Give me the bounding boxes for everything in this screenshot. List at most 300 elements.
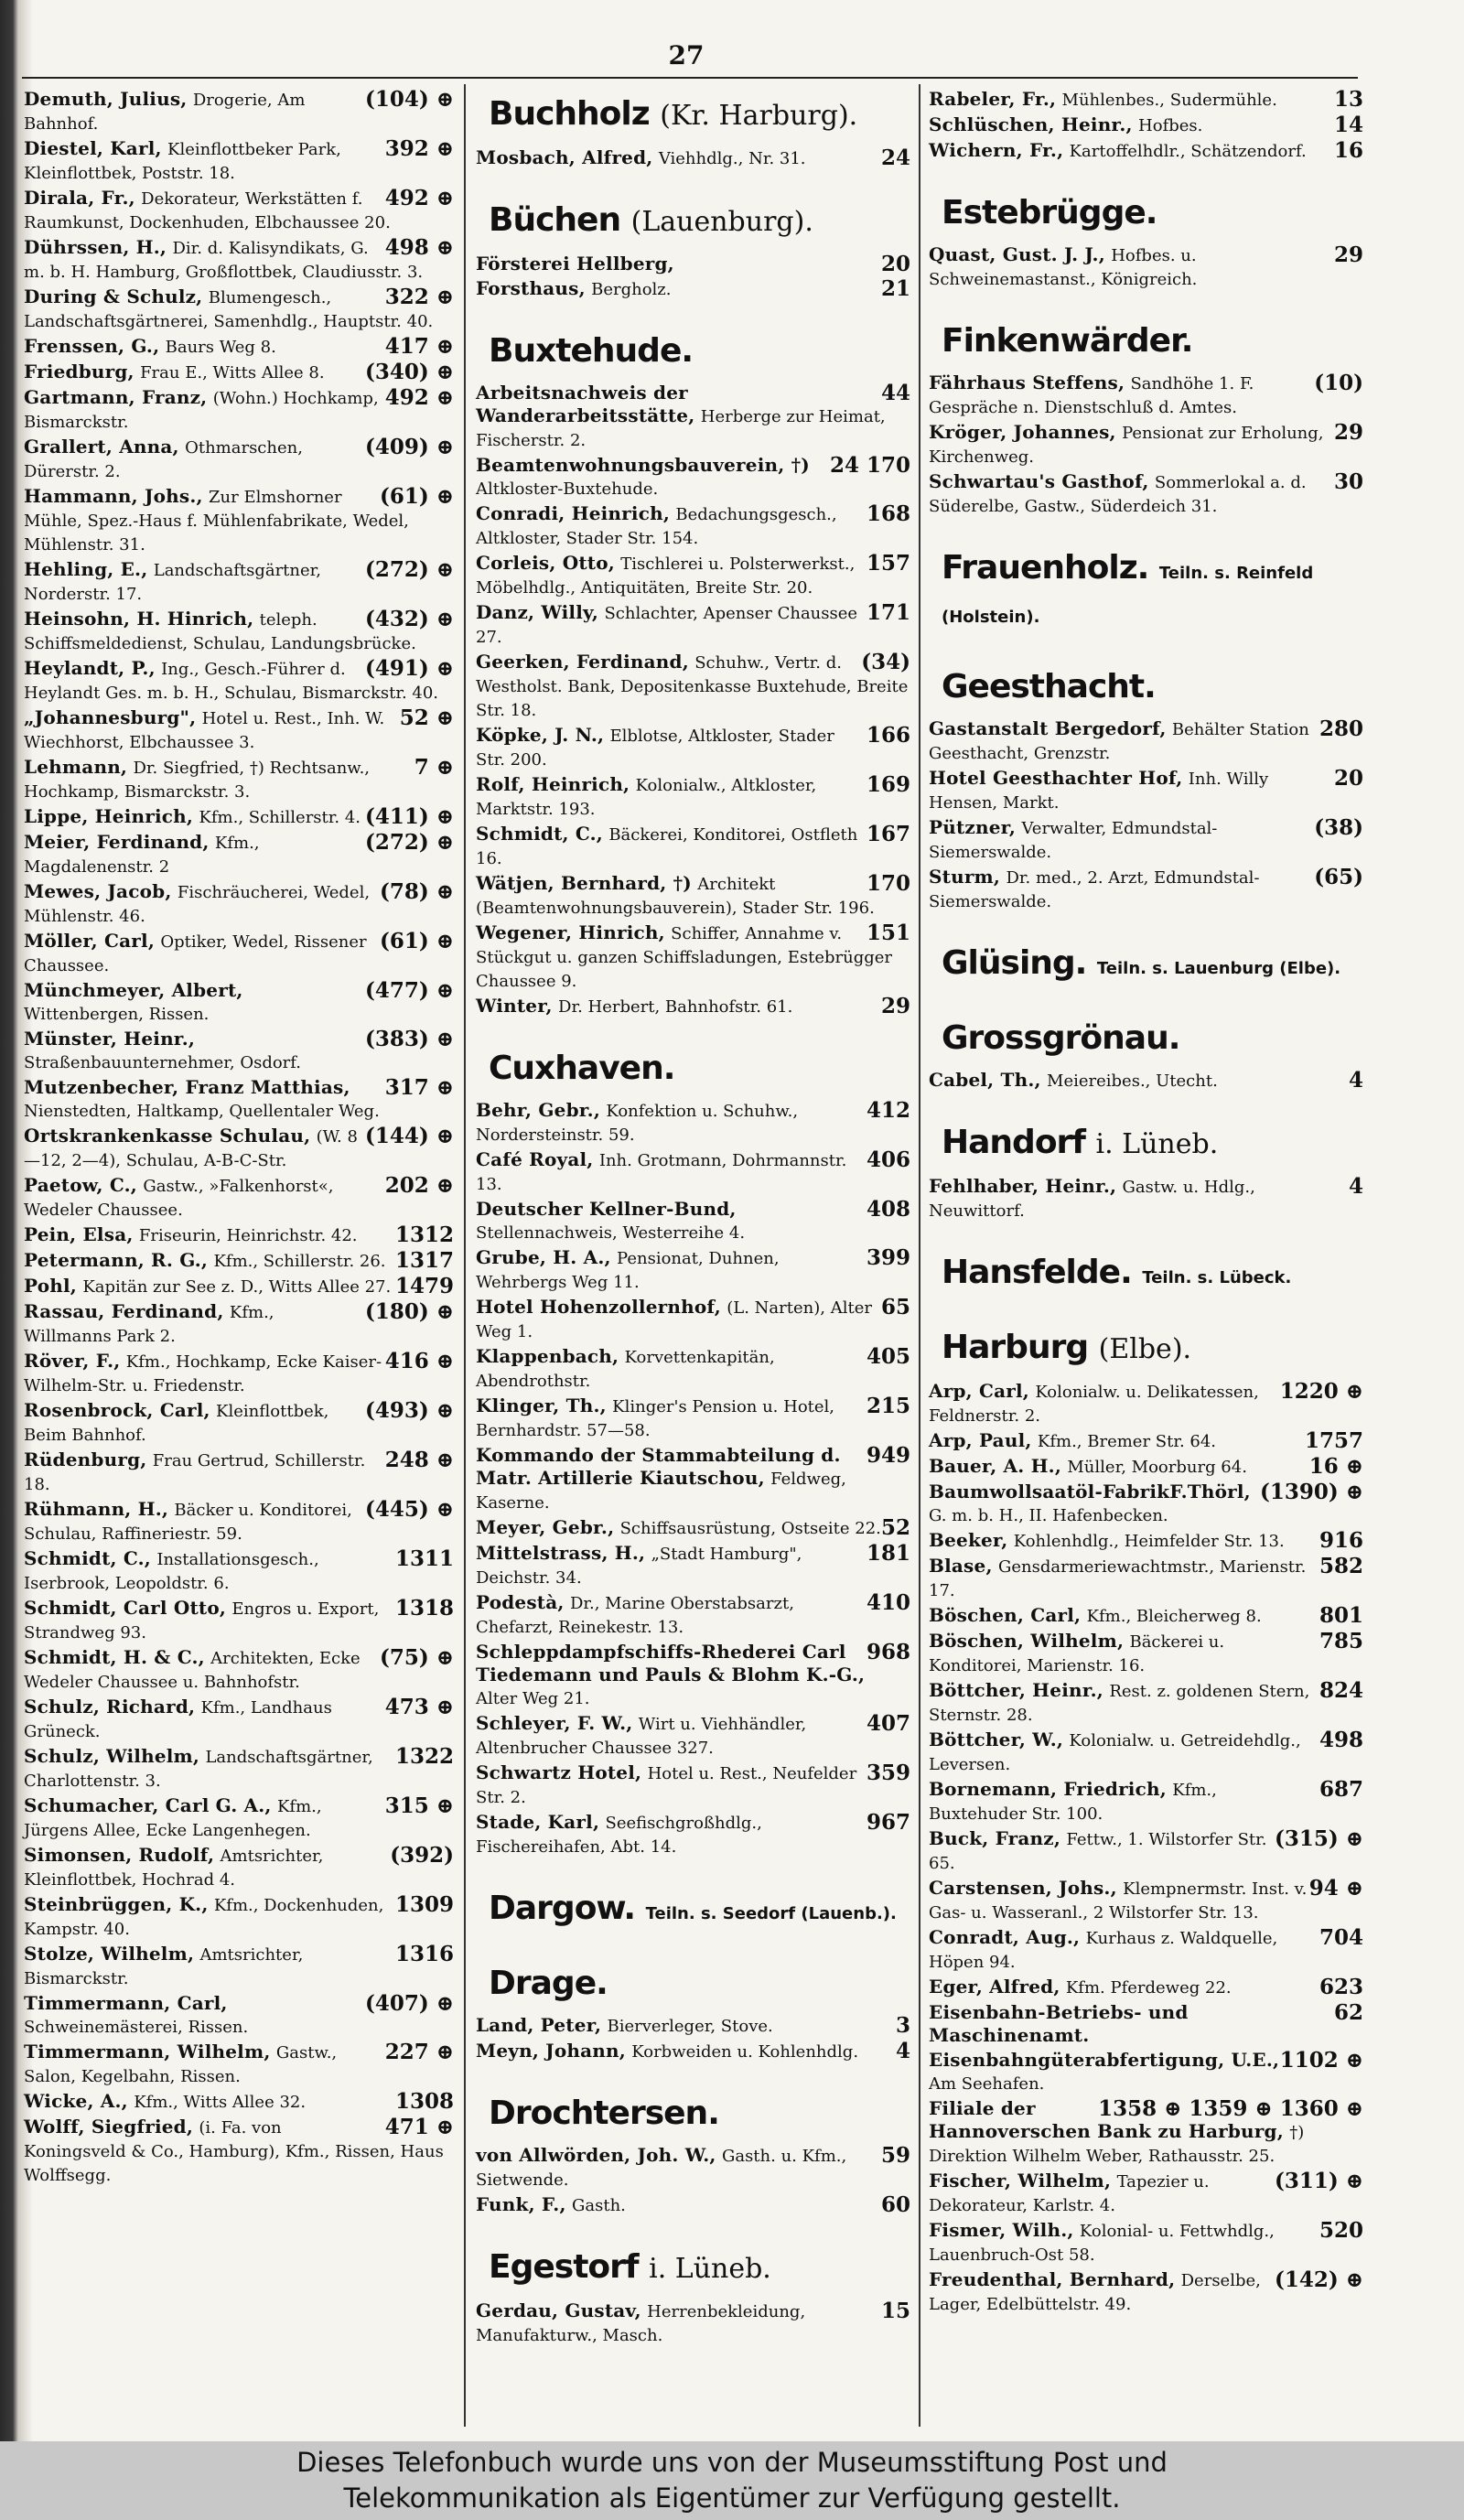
listing-details: Müller, Moorburg 64. [1067, 1458, 1247, 1477]
listing-details: Klinger's Pension u. Hotel, Bernhardstr. 57—58. [476, 1397, 835, 1440]
listing-name: Meyer, Gebr., [476, 1516, 615, 1538]
phone-number: (493) ⊕ [364, 1398, 454, 1423]
listing-name: Rassau, Ferdinand, [24, 1300, 224, 1322]
listing-entry [24, 1275, 454, 1298]
town-name: Frauenholz. [942, 549, 1149, 587]
listing-entry [24, 187, 454, 234]
town-name: Cuxhaven. [489, 1050, 675, 1087]
listing-entry [24, 1844, 454, 1891]
town-name: Handorf [942, 1124, 1085, 1161]
listing-details: Hofbes. [1138, 116, 1203, 135]
listing-details: Friseurin, Heinrichstr. 42. [138, 1226, 358, 1245]
listing-name: Geerken, Ferdinand, [476, 651, 689, 673]
listing-details: Gasth. u. Kfm., Sietwende. [476, 2147, 847, 2190]
listing-name: Timmermann, Carl, [24, 1992, 228, 2014]
town-name: Glüsing. [942, 944, 1087, 982]
listing-name: Cabel, Th., [929, 1069, 1041, 1091]
listing-details: Engros u. Export, Strandweg 93. [24, 1599, 380, 1642]
listing-name: Grallert, Anna, [24, 436, 179, 458]
listing-entry [929, 1728, 1363, 1776]
listing-details: Kfm. Pferdeweg 22. [1065, 1978, 1232, 1998]
town-name: Buxtehude. [489, 332, 694, 370]
listing-details: Kfm., Witts Allee 32. [134, 2093, 307, 2112]
phone-number: (142) ⊕ [1274, 2267, 1363, 2292]
listing-name: Münchmeyer, Albert, [24, 979, 243, 1001]
listing-name: Kommando der Stammabteilung d. Matr. Artillerie Kiautschou, [476, 1444, 841, 1489]
listing-details: Kfm., Bremer Str. 64. [1037, 1432, 1217, 1451]
listing-entry [24, 657, 454, 705]
listing-entry [476, 2144, 910, 2192]
listing-details: Architekt (Beamtenwohnungsbauverein), Stader Str. 196. [476, 875, 875, 918]
listing-entry [24, 1028, 454, 1074]
listing-entry [24, 1300, 454, 1348]
phone-number: 248 ⊕ [384, 1448, 454, 1472]
listing-entry [929, 1175, 1363, 1222]
listing-entry [476, 823, 910, 870]
listing-entry [476, 2193, 910, 2217]
phone-number: 405 [866, 1344, 910, 1369]
listing-entry [24, 1249, 454, 1273]
listing-name: Arp, Paul, [929, 1429, 1032, 1451]
phone-number: 801 [1319, 1603, 1363, 1628]
listing-name: Schleppdampfschiffs-Rhederei Carl Tiedemann und Pauls & Blohm K.-G., [476, 1641, 866, 1685]
phone-number: 916 [1319, 1528, 1363, 1553]
town-name: Estebrügge. [942, 194, 1157, 232]
listing-name: Dührssen, H., [24, 236, 167, 258]
phone-number: 227 ⊕ [384, 2040, 454, 2064]
town-heading [489, 2095, 910, 2133]
listing-entry [476, 146, 910, 170]
town-region: (Kr. Harburg). [660, 100, 858, 132]
listing-entry [929, 2049, 1363, 2095]
phone-number: 4 [1348, 1068, 1363, 1093]
listing-details: Elblotse, Altkloster, Stader Str. 200. [476, 727, 834, 770]
listing-entry [24, 137, 454, 185]
listing-details: Kfm., Dockenhuden, Kampstr. 40. [24, 1896, 384, 1939]
phone-number: 15 [880, 2299, 910, 2323]
phone-number: (392) [390, 1843, 454, 1868]
listing-name: Hammann, Johs., [24, 485, 203, 507]
town-heading [489, 1965, 910, 2003]
listing-entry [24, 706, 454, 754]
phone-number: (383) ⊕ [364, 1027, 454, 1051]
listing-entry [929, 2268, 1363, 2316]
town-heading [942, 549, 1363, 637]
phone-number: 65 [880, 1295, 910, 1319]
listing-entry [476, 253, 910, 275]
listing-name: Deutscher Kellner-Bund, [476, 1198, 737, 1220]
listing-details: Baurs Weg 8. [165, 338, 276, 357]
phone-number: (340) ⊕ [364, 360, 454, 384]
listing-details: Kolonialw. u. Getreidehdlg., Leversen. [929, 1731, 1301, 1774]
phone-number: 704 [1319, 1925, 1363, 1950]
town-heading [942, 1254, 1363, 1298]
town-name: Harburg [942, 1329, 1089, 1366]
phone-number: 408 [866, 1197, 910, 1222]
phone-number: 416 ⊕ [384, 1349, 454, 1373]
listing-name: Sturm, [929, 866, 1001, 888]
listing-name: Heinsohn, H. Hinrich, [24, 608, 254, 630]
listing-name: Beamtenwohnungsbauverein, †) [476, 454, 810, 476]
phone-number: 20 [1333, 766, 1363, 791]
listing-details: Seefischgroßhdlg., Fischereihafen, Abt. 14. [476, 1814, 762, 1857]
phone-number: 399 [866, 1245, 910, 1270]
listing-entry [929, 243, 1363, 291]
listing-entry [24, 1943, 454, 1990]
listing-name: Simonsen, Rudolf, [24, 1844, 215, 1866]
listing-details: Kolonialw., Altkloster, Marktstr. 193. [476, 776, 817, 819]
phone-number: (38) [1314, 815, 1363, 840]
phone-number: 1322 [394, 1744, 454, 1769]
listing-name: Försterei Hellberg, [476, 253, 674, 275]
listing-name: Rabeler, Fr., [929, 88, 1057, 110]
phone-number: 1358 ⊕ 1359 ⊕ 1360 ⊕ [1098, 2096, 1363, 2121]
column-divider [464, 84, 466, 2427]
listing-entry [24, 2090, 454, 2114]
listing-entry [24, 930, 454, 977]
listing-name: Fismer, Wilh., [929, 2219, 1074, 2241]
listing-entry [929, 816, 1363, 864]
phone-number: (144) ⊕ [364, 1124, 454, 1148]
phone-number: (104) ⊕ [364, 87, 454, 112]
listing-entry [476, 277, 910, 301]
listing-entry [929, 1679, 1363, 1727]
listing-name: Mosbach, Alfred, [476, 146, 653, 168]
listing-entry [929, 1481, 1363, 1527]
column-3 [929, 88, 1363, 2318]
town-heading [942, 668, 1363, 706]
listing-entry [476, 1811, 910, 1858]
listing-entry [24, 88, 454, 135]
listing-entry [24, 236, 454, 284]
listing-name: Fährhaus Steffens, [929, 372, 1125, 393]
phone-number: 52 [880, 1515, 910, 1540]
listing-details: Kfm., Magdalenenstr. 2 [24, 834, 260, 877]
listing-details: Nienstedten, Haltkamp, Quellentaler Weg. [24, 1102, 380, 1121]
listing-entry [476, 601, 910, 649]
phone-number: 1308 [394, 2089, 454, 2114]
phone-number: 16 [1333, 138, 1363, 163]
phone-number: 44 [880, 381, 910, 405]
phone-number: 473 ⊕ [384, 1695, 454, 1719]
town-heading [942, 1124, 1363, 1164]
listing-details: Gensdarmeriewachtmstr., Marienstr. 17. [929, 1557, 1307, 1600]
listing-entry [24, 1076, 454, 1123]
listing-name: Carstensen, Johs., [929, 1877, 1117, 1899]
listing-entry [476, 454, 910, 501]
phone-number: (477) ⊕ [364, 978, 454, 1003]
listing-name: Böttcher, W., [929, 1728, 1064, 1750]
listing-entry [24, 608, 454, 655]
listing-details: Gasth. [572, 2196, 626, 2215]
phone-number: 785 [1319, 1629, 1363, 1653]
listing-details: Pensionat, Duhnen, Wehrbergs Weg 11. [476, 1249, 780, 1292]
listing-entry [24, 1174, 454, 1222]
listing-details: Amtsrichter, Kleinflottbek, Hochrad 4. [24, 1847, 324, 1890]
listing-name: Schmidt, C., [24, 1547, 151, 1569]
listing-details: Dir. d. Kalisyndikats, G. m. b. H. Hamburg, Großflottbek, Claudiusstr. 3. [24, 239, 424, 282]
listing-name: Kröger, Johannes, [929, 421, 1116, 443]
listing-entry [476, 552, 910, 599]
town-heading [489, 1890, 910, 1933]
listing-entry [929, 1429, 1363, 1453]
listing-name: Gerdau, Gustav, [476, 2299, 641, 2321]
listing-entry [476, 1099, 910, 1147]
listing-entry [476, 1198, 910, 1244]
listing-details: Kfm., Willmanns Park 2. [24, 1303, 274, 1346]
phone-number: (1390) ⊕ [1259, 1480, 1363, 1504]
listing-name: Bauer, A. H., [929, 1455, 1062, 1477]
phone-number: 582 [1319, 1554, 1363, 1578]
listing-details: Kfm., Jürgens Allee, Ecke Langenhegen. [24, 1797, 322, 1840]
phone-number: (409) ⊕ [364, 435, 454, 459]
listing-details: Sommerlokal a. d. Süderelbe, Gastw., Süderdeich 31. [929, 473, 1307, 516]
listing-details: Kolonial- u. Fettwhdlg., Lauenbruch-Ost 58. [929, 2222, 1275, 2265]
listing-details: Gastw., »Falkenhorst«, Wedeler Chaussee. [24, 1177, 334, 1220]
phone-number: (78) ⊕ [379, 879, 454, 904]
listing-name: Gastanstalt Bergedorf, [929, 717, 1167, 739]
footer-line-2: Telekommunikation als Eigentümer zur Verfügung gestellt. [343, 2482, 1121, 2514]
town-region: i. Lüneb. [649, 2253, 771, 2285]
phone-number: 202 ⊕ [384, 1173, 454, 1198]
listing-details: Altkloster-Buxtehude. [476, 479, 659, 499]
listing-details: Gastw. u. Hdlg., Neuwittorf. [929, 1178, 1255, 1221]
listing-entry [24, 1399, 454, 1447]
page-number: 27 [668, 40, 705, 70]
listing-entry [929, 1976, 1363, 1999]
listing-details: Kapitän zur See z. D., Witts Allee 27. [82, 1277, 392, 1297]
listing-details: Blumengesch., Landschaftsgärtnerei, Samenhdlg., Hauptstr. 40. [24, 288, 434, 331]
listing-name: Heylandt, P., [24, 657, 156, 679]
listing-details: Herrenbekleidung, Manufakturw., Masch. [476, 2302, 806, 2345]
phone-number: 29 [880, 994, 910, 1018]
listing-name: Hotel Geesthachter Hof, [929, 767, 1183, 789]
listing-details: Wirt u. Viehhändler, Altenbrucher Chaussee 327. [476, 1715, 807, 1758]
phone-number: 169 [866, 772, 910, 797]
listing-details: (Wohn.) Hochkamp, Bismarckstr. [24, 389, 379, 432]
phone-number: 62 [1333, 2000, 1363, 2025]
listing-name: Pützner, [929, 816, 1017, 838]
phone-number: 181 [866, 1541, 910, 1566]
listing-entry [929, 1529, 1363, 1553]
listing-entry [476, 724, 910, 771]
listing-entry [476, 2040, 910, 2063]
phone-number: 317 ⊕ [384, 1075, 454, 1100]
listing-name: Fehlhaber, Heinr., [929, 1175, 1117, 1197]
phone-number: (10) [1314, 371, 1363, 395]
phone-number: 171 [866, 600, 910, 625]
listing-details: Dr. med., 2. Arzt, Edmundstal-Siemerswalde. [929, 868, 1260, 911]
listing-name: Friedburg, [24, 361, 135, 382]
phone-number: 498 ⊕ [384, 235, 454, 260]
listing-name: Grube, H. A., [476, 1246, 611, 1268]
listing-details: Schlachter, Apenser Chaussee 27. [476, 604, 858, 647]
listing-details: Tischlerei u. Polsterwerkst., Möbelhdlg., Antiquitäten, Breite Str. 20. [476, 555, 856, 598]
phone-number: 968 [866, 1640, 910, 1664]
listing-name: Ortskrankenkasse Schulau, [24, 1125, 311, 1147]
listing-name: Böschen, Wilhelm, [929, 1630, 1125, 1652]
town-name: Hansfelde. [942, 1254, 1132, 1291]
town-heading [489, 2248, 910, 2288]
listing-details: Hofbes. u. Schweinemastanst., Königreich. [929, 246, 1198, 289]
listing-name: Buck, Franz, [929, 1827, 1061, 1849]
listing-name: Quast, Gust. J. J., [929, 243, 1105, 265]
phone-number: 14 [1333, 113, 1363, 137]
listing-details: Feldweg, Kaserne. [476, 1470, 846, 1513]
listing-details: Am Seehafen. [929, 2074, 1045, 2094]
town-name: Egestorf [489, 2248, 639, 2286]
listing-details: Alter Weg 21. [476, 1689, 590, 1708]
listing-entry [24, 1547, 454, 1595]
listing-entry [929, 2170, 1363, 2217]
listing-entry [24, 285, 454, 333]
listing-entry [476, 651, 910, 722]
listing-name: Arbeitsnachweis der Wanderarbeitsstätte, [476, 382, 695, 426]
listing-entry [476, 1345, 910, 1393]
listing-entry [929, 2219, 1363, 2267]
listing-name: Meyn, Johann, [476, 2040, 626, 2062]
listing-name: Forsthaus, [476, 277, 586, 299]
listing-details: Landschaftsgärtner, Norderstr. 17. [24, 561, 322, 604]
town-note: Teiln. s. Lauenburg (Elbe). [1096, 959, 1341, 978]
phone-number: 359 [866, 1761, 910, 1785]
listing-entry [476, 1444, 910, 1514]
listing-entry [476, 382, 910, 452]
listing-details: Kfm., Buxtehuder Str. 100. [929, 1781, 1217, 1824]
listing-name: Wolff, Siegfried, [24, 2116, 194, 2138]
listing-details: Amtsrichter, Bismarckstr. [24, 1945, 304, 1988]
listing-entry [24, 1223, 454, 1247]
listing-details: Bäcker u. Konditorei, Schulau, Raffineriestr. 59. [24, 1501, 352, 1544]
listing-entry [476, 1296, 910, 1343]
phone-number: 949 [866, 1443, 910, 1468]
phone-number: (75) ⊕ [379, 1645, 454, 1670]
listing-name: Böttcher, Heinr., [929, 1679, 1103, 1701]
listing-name: Rühmann, H., [24, 1498, 169, 1520]
listing-details: Drogerie, Am Bahnhof. [24, 91, 306, 134]
phone-number: (311) ⊕ [1274, 2169, 1363, 2193]
listing-entry [476, 1148, 910, 1196]
listing-name: Lehmann, [24, 756, 128, 778]
listing-entry [929, 1926, 1363, 1974]
listing-details: Konfektion u. Schuhw., Nordersteinstr. 59. [476, 1102, 799, 1145]
listing-details: Kleinflottbeker Park, Kleinflottbek, Poststr. 18. [24, 140, 341, 183]
phone-number: 60 [880, 2192, 910, 2217]
listing-entry [929, 1630, 1363, 1677]
listing-details: Schiffsausrüstung, Ostseite 22. [619, 1519, 881, 1538]
listing-details: (i. Fa. von Koningsveld & Co., Hamburg), Kfm., Rissen, Haus Wolffsegg. [24, 2118, 444, 2185]
listing-details: Schuhw., Vertr. d. Westholst. Bank, Depositenkasse Buxtehude, Breite Str. 18. [476, 653, 909, 720]
listing-entry [476, 1591, 910, 1639]
listing-entry [24, 831, 454, 878]
listing-name: Stolze, Wilhelm, [24, 1943, 195, 1965]
listing-entry [929, 866, 1363, 913]
listing-name: During & Schulz, [24, 285, 203, 307]
phone-number: 471 ⊕ [384, 2115, 454, 2139]
listing-name: Schwartz Hotel, [476, 1761, 642, 1783]
listing-details: Kohlenhdlg., Heimfelder Str. 13. [1013, 1532, 1285, 1551]
phone-number: 410 [866, 1590, 910, 1615]
town-name: Drochtersen. [489, 2095, 719, 2132]
listing-entry [24, 1125, 454, 1172]
listing-details: Sandhöhe 1. F. Gespräche n. Dienstschluß d. Amtes. [929, 374, 1254, 417]
footer-notice [0, 2441, 1464, 2520]
listing-entry [476, 1395, 910, 1442]
phone-number: 29 [1333, 242, 1363, 267]
listing-details: Inh. Grotmann, Dohrmannstr. 13. [476, 1151, 847, 1194]
phone-number: (272) ⊕ [364, 557, 454, 582]
listing-name: Frenssen, G., [24, 335, 160, 357]
listing-name: Schmidt, Carl Otto, [24, 1597, 227, 1619]
phone-number: 824 [1319, 1678, 1363, 1703]
listing-details: Verwalter, Edmundstal-Siemerswalde. [929, 819, 1218, 862]
listing-details: Kartoffelhdlr., Schätzendorf. [1069, 142, 1307, 161]
listing-details: Kurhaus z. Waldquelle, Höpen 94. [929, 1929, 1278, 1972]
listing-entry [24, 335, 454, 359]
listing-name: „Johannesburg", [24, 706, 197, 728]
listing-entry [476, 1542, 910, 1589]
listing-details: Rest. z. goldenen Stern, Sternstr. 28. [929, 1682, 1310, 1725]
town-name: Geesthacht. [942, 668, 1156, 705]
listing-entry [24, 1696, 454, 1743]
listing-details: Straßenbauunternehmer, Osdorf. [24, 1053, 302, 1072]
town-heading [489, 201, 910, 242]
town-note: Teiln. s. Lübeck. [1142, 1268, 1292, 1287]
listing-name: Baumwollsaatöl-FabrikF.Thörl, [929, 1481, 1251, 1502]
listing-entry [929, 2001, 1363, 2047]
listing-entry [929, 767, 1363, 814]
listing-details: Bierverleger, Stove. [607, 2017, 773, 2036]
phone-number: 59 [880, 2143, 910, 2168]
listing-details: Installationsgesch., Iserbrook, Leopoldstr. 6. [24, 1550, 319, 1593]
listing-name: Wegener, Hinrich, [476, 921, 665, 943]
listing-entry [24, 485, 454, 556]
listing-entry [24, 1350, 454, 1397]
listing-entry [929, 1069, 1363, 1093]
phone-number: 4 [1348, 1174, 1363, 1199]
listing-details: Bedachungsgesch., Altkloster, Stader Str. 154. [476, 505, 837, 548]
phone-number: 623 [1319, 1975, 1363, 1999]
listing-name: Schmidt, C., [476, 823, 603, 845]
listing-name: Schulz, Richard, [24, 1696, 196, 1718]
phone-number: 16 ⊕ [1308, 1454, 1363, 1479]
listing-details: Bäckerei, Konditorei, Ostfleth 16. [476, 825, 858, 868]
listing-name: Petermann, R. G., [24, 1249, 209, 1271]
listing-name: Pohl, [24, 1275, 77, 1297]
phone-number: 1318 [394, 1596, 454, 1621]
listing-details: Optiker, Wedel, Rissener Chaussee. [24, 932, 367, 975]
listing-name: Winter, [476, 995, 553, 1017]
phone-number: 1316 [394, 1942, 454, 1966]
listing-details: Klempnermstr. Inst. v. Gas- u. Wasseranl., 2 Wilstorfer Str. 13. [929, 1879, 1308, 1922]
phone-number: 967 [866, 1810, 910, 1835]
town-heading [942, 944, 1363, 988]
listing-entry [24, 880, 454, 928]
phone-number: 170 [866, 871, 910, 896]
listing-entry [476, 502, 910, 550]
listing-entry [24, 1646, 454, 1694]
town-note: Teiln. s. Seedorf (Lauenb.). [645, 1904, 897, 1923]
phone-number: 392 ⊕ [384, 136, 454, 161]
phone-number: 157 [866, 551, 910, 576]
listing-entry [929, 1380, 1363, 1427]
phone-number: 29 [1333, 420, 1363, 445]
listing-details: Zur Elmshorner Mühle, Spez.-Haus f. Mühlenfabrikate, Wedel, Mühlenstr. 31. [24, 488, 409, 555]
listing-details: Frau Gertrud, Schillerstr. 18. [24, 1451, 366, 1494]
phone-number: 1311 [394, 1546, 454, 1571]
listing-details: Derselbe, Lager, Edelbüttelstr. 49. [929, 2271, 1261, 2314]
phone-number: 1317 [394, 1248, 454, 1273]
